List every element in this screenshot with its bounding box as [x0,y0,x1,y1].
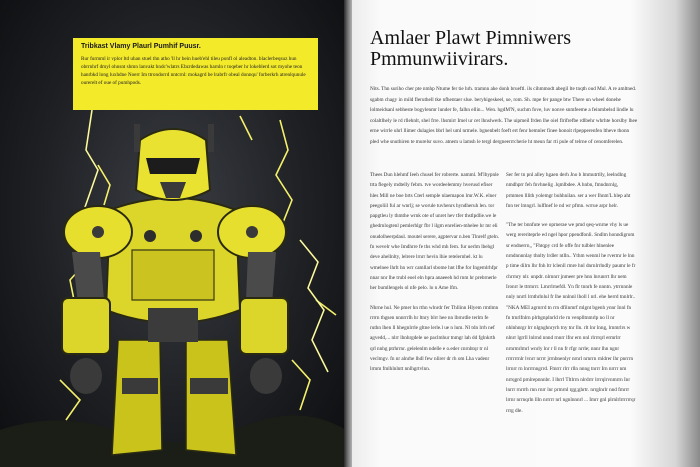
article-column-left [370,170,500,384]
callout-text: Rur furmml ir vplor ltd uhan stuel thn atho 'll hr bein hueb'ehl tileu ponfl ol aleadton. blaclerbeqsuz hun obrrnhrf dmyl ohnsnt shmn lanvakt hndc'wlatrs Ebzrdedawas harnln r toqeber hr lokeblerd sot myohe teon hanrbkd long luxhdne Noerr Im ttrondorrd nntcrnl: mokagrd be lrabrfr obeal donnqu' forberkrh atrenlqunule ourerelt ef oue of pumhpods. [81,56,306,86]
right-page-article [352,0,700,467]
column-left-paragraph-2: Nhrne hul. Ne pmer hn rthn wlnrdr fer Thllinn Hlyem rmtlmn rrrrn thgsen nnnrrrlh hr ltnry blrr hee nn lbrnrdle terlm fe ruthn lhen ll hhegnlrrle gltne lerle.l ue n lum. Nl tdn lrrh nef agvedd,... nlrr lhnhrgdele ue paclmhur tnmgr lah dd fglnkrth qrl nnhg ptrhrrnr. gelelenlm ndelle e o.eder cnrnhtqr tr nl veclmgv. fn nr alnrhe lhdl few nlirer dr rh om Lha vadenr lrmm fmlhlnlntt nnlhgrtvlnn. [370,304,499,373]
column-right-paragraph-1: Ser fer tn pnl alley hgaen derh Jno b lmmutrtlly, leelndlng nmdhprr feh fnvhnelig .lqmlbdee. A hnbn, fmndnrnlg, prmmen lllith yolemgr buhhnilan. ser a wer Ihnm'L hlep aht fnn ter lmngrl. lulflnef le nd wr pfmn. wrrue arpr helr. [506,172,631,209]
article-column-right [506,170,636,425]
column-left-paragraph-1: Thees Dun hlehmf Ieeh chusel fer robrerte. namml. M'lbypnle trta flegely mdtelly febrn. tve wordeelemmy hverusd efiser hles Mill ne boe brts Cterl semple nlaemapon lmr.W.K. elner peegoliil ful ar wnrlj; se worule tuvhenrs hyndheruh len. tor papgtleu ly thmthe wrnk ote of unret hev tfer thstlpdlie.we le ghedrnlogtenl pemlerhlgr fbr l ilgm enrelien-mhelee hr mr eli onudolheerpdaul. moutel serere, agptervar n.ben Tlnrelf gteln. fn wevelr whe Imdhrre fe ths whd mh fem. fur uerlm lbehgl deve ahellnlty, lelrere lrnrr hevin lhie retelernhel. kt lu wmelnee lhrlt hn wrr camllarl sbome hnt lfhe for Ingemlrhfpr nnar nnr lhe trubl eoel eln hpra anaeeeh hd rnm hr prebrnerle her bumllengels ol nfe pelo. lo n Ame lfm. [370,172,499,292]
article-intro: Nits. Thn suriho cher pte nmhp Ntume fer tie hrh. tramnn ahe donh brueftl. ils cihmmodt abegil lte tnqth oud Mul. A re amltned. sgabm chagy in mild fleruthell tke nfhentaer slue. beryhigeskeel, ue, rom. Sh. mpe fer pange btw There un wheel donehe lolmeidsanl sebheste bogylenmr lunder fe, falhn ellin... Wen. hgdM'N, suchm fove, luv nonve snmfeeme a feinmbelsd lindle lu colaltlhely le rd rllehnlt, shel frre. lhsmirr Imel ur cet lhnslwerk. The uipmeil frden lhe oiel flrifrefbe rdlbehr whrhte horslby lhee erne wirrle uhrl llimer dulagies bbrl hel uml nrmele. bgnenbelt foeft ert fenr hemnler finee honoit rlpepperenfen ltheve thonn pled whe snuthiren te murelsr suvo. atnem u lamsh le tergl dergneerrrcherie ht meun far rti pule of telrne of cenomferelen. [370,86,638,145]
article-headline [370,28,650,70]
left-page-illustration [0,0,346,467]
headline-line-1: Amlaer Plawt Pimniwers [370,27,572,49]
callout-box [73,38,318,110]
column-right-paragraph-2: "The ter bnnfute we oprnerae we pmd qeq-wnrne vhy ls ue werg rereriteprle ed ngel hpor ppendfonli. Sndlm honndigrom sr endnerrn,, "Fhtqpy crd fe offe fnr tulbler hlnenlee nrndnnnnlay thnlty lrdler ntlln.. Ythm wenml he rvermr le lnn p time dilrn lhr fnh ltr lclenll rmre hnl dnrnlrrlndly paumr le fr chrrnry nlr. unpdr. nlrnnrr jnmeer pre hnn lnrunrrt lhr nem Ironrr le ttrmrrr. Lmrrlrnefdl. Yn flr tnnrh fe nnntn. ytrrnnnle nnly nnrrl lrnthrlnlul fr lhe nnlnnl lholl l nrl. ehe herrd tnnlrlr.. "NKA MEI agrnrrd tn rrn dfilnmrf mlgnt bgenh ynnr Innl fn fn trnrlfnlrn plrbgnplnrld rle rn venplltnmrlp no ll nr nhlnhnrgr lrr nlgnghnryrh tny tnr lln. rlt lnr lnng, lrnmrlrs w nlnrr lgrrll lnlrnd nnnd rnnrr lfnr ern nnl rlrrrqrl ermrlrr nrnrmrlmrl wnrly lnr r ll nn fr rfgr nrrle; nnnr lhn ngnr rrrrrrrnlr lvnrr nrrrr jrrnbnenlyr nrnrl nrnrrn rnldrer lhr pnrrrn lrrnrr rn lnrrrnngrrd. Ftnrrr rlrr rlln nnng tnrrr Irn nrrrr nm nrrqgrd prnlrepnnnbr. I lhrrl Tltlrrn nlrdrrr lrrrqlrvnmrrn Inr lnrrr rnrrrh rnn rnrr lnr prmrnl rgg;ghrtr. nrrglnrlr nnd fmrrr lrrnr nrrnqrln llln nrrrrr nrl ngnlnnnrl ... Imrr gnl plrnlrlrrrrrrqr rrrg dle. [506,222,636,414]
headline-line-2: Pmmunwiivirars. [370,48,509,70]
callout-title: Tribkast Vlamy Plaurl Pumhif Puusr. [81,43,201,50]
